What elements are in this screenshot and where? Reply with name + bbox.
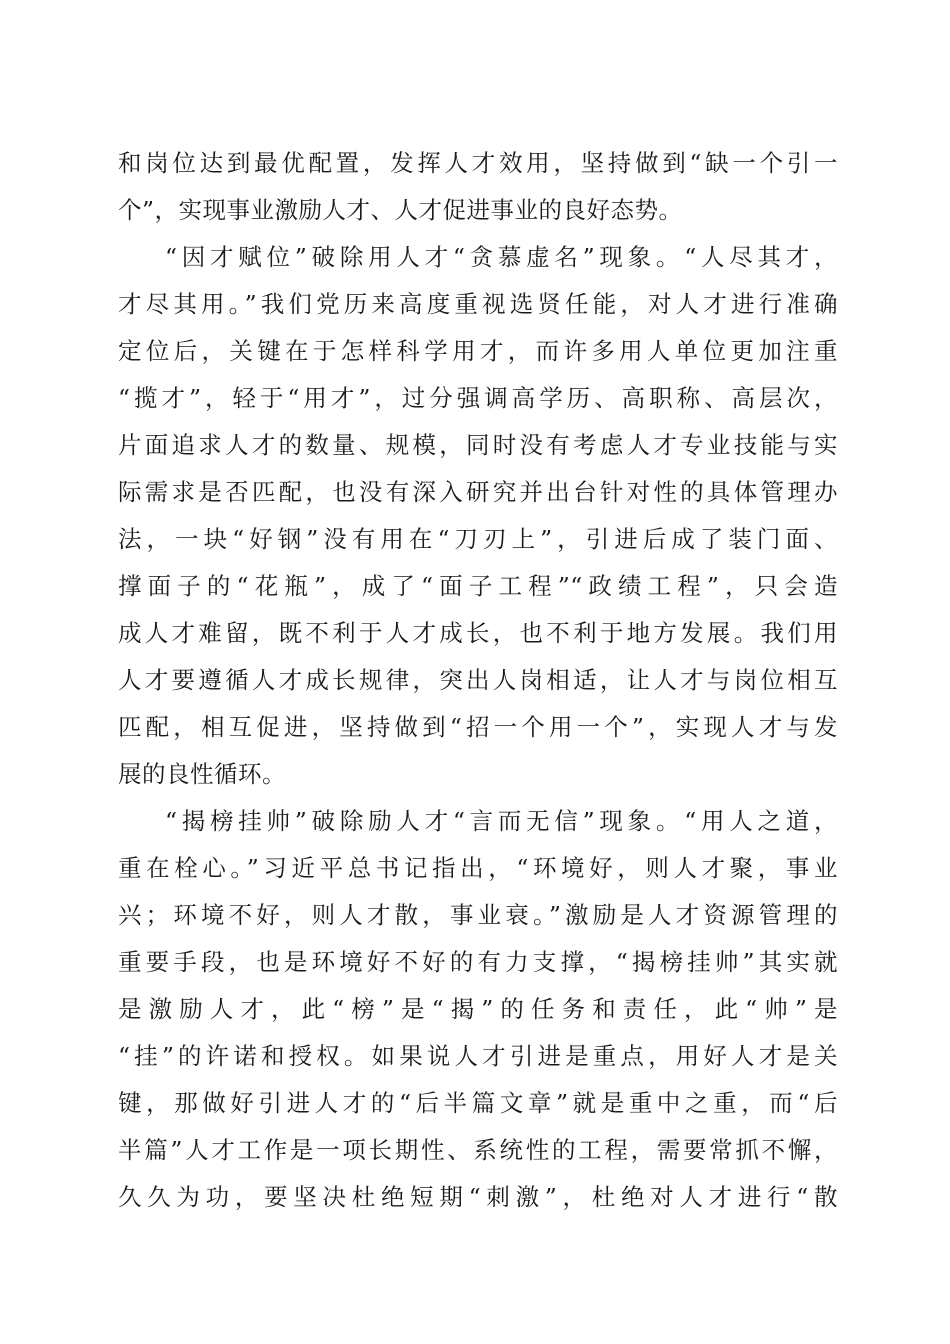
text-line: 半篇”人才工作是一项长期性、系统性的工程，需要常抓不懈， — [118, 1136, 838, 1164]
body-text — [118, 140, 838, 1221]
text-line: 际需求是否匹配，也没有深入研究并出台针对性的具体管理办 — [118, 478, 838, 506]
text-line: 重在栓心。”习近平总书记指出，“环境好，则人才聚，事业 — [118, 854, 838, 882]
text-line: 成人才难留，既不利于人才成长，也不利于地方发展。我们用 — [118, 619, 838, 647]
text-line: 定位后，关键在于怎样科学用才，而许多用人单位更加注重 — [118, 337, 838, 365]
text-line: 兴；环境不好，则人才散，事业衰。”激励是人才资源管理的 — [118, 901, 838, 929]
text-line: 才尽其用。”我们党历来高度重视选贤任能，对人才进行准确 — [118, 290, 838, 318]
text-line: 久久为功，要坚决杜绝短期“刺激”，杜绝对人才进行“散 — [118, 1183, 838, 1211]
text-line: 重要手段，也是环境好不好的有力支撑，“揭榜挂帅”其实就 — [118, 948, 838, 976]
text-line: 片面追求人才的数量、规模，同时没有考虑人才专业技能与实 — [118, 431, 838, 459]
text-line: “挂”的许诺和授权。如果说人才引进是重点，用好人才是关 — [118, 1042, 838, 1070]
text-line: 撑面子的“花瓶”，成了“面子工程”“政绩工程”，只会造 — [118, 572, 838, 600]
paragraph-heading-line: “因才赋位”破除用人才“贪慕虚名”现象。“人尽其才， — [165, 243, 838, 271]
text-line: 和岗位达到最优配置，发挥人才效用，坚持做到“缺一个引一 — [118, 149, 838, 177]
text-line: 是激励人才，此“榜”是“揭”的任务和责任，此“帅”是 — [118, 995, 838, 1023]
text-line: 个”，实现事业激励人才、人才促进事业的良好态势。 — [118, 196, 683, 224]
text-line: “揽才”，轻于“用才”，过分强调高学历、高职称、高层次， — [118, 384, 838, 412]
text-line: 匹配，相互促进，坚持做到“招一个用一个”，实现人才与发 — [118, 713, 838, 741]
text-line: 人才要遵循人才成长规律，突出人岗相适，让人才与岗位相互 — [118, 666, 838, 694]
paragraph-heading-line: “揭榜挂帅”破除励人才“言而无信”现象。“用人之道， — [165, 807, 838, 835]
text-line: 键，那做好引进人才的“后半篇文章”就是重中之重，而“后 — [118, 1089, 838, 1117]
text-line: 展的良性循环。 — [118, 760, 286, 788]
text-line: 法，一块“好钢”没有用在“刀刃上”，引进后成了装门面、 — [118, 525, 838, 553]
